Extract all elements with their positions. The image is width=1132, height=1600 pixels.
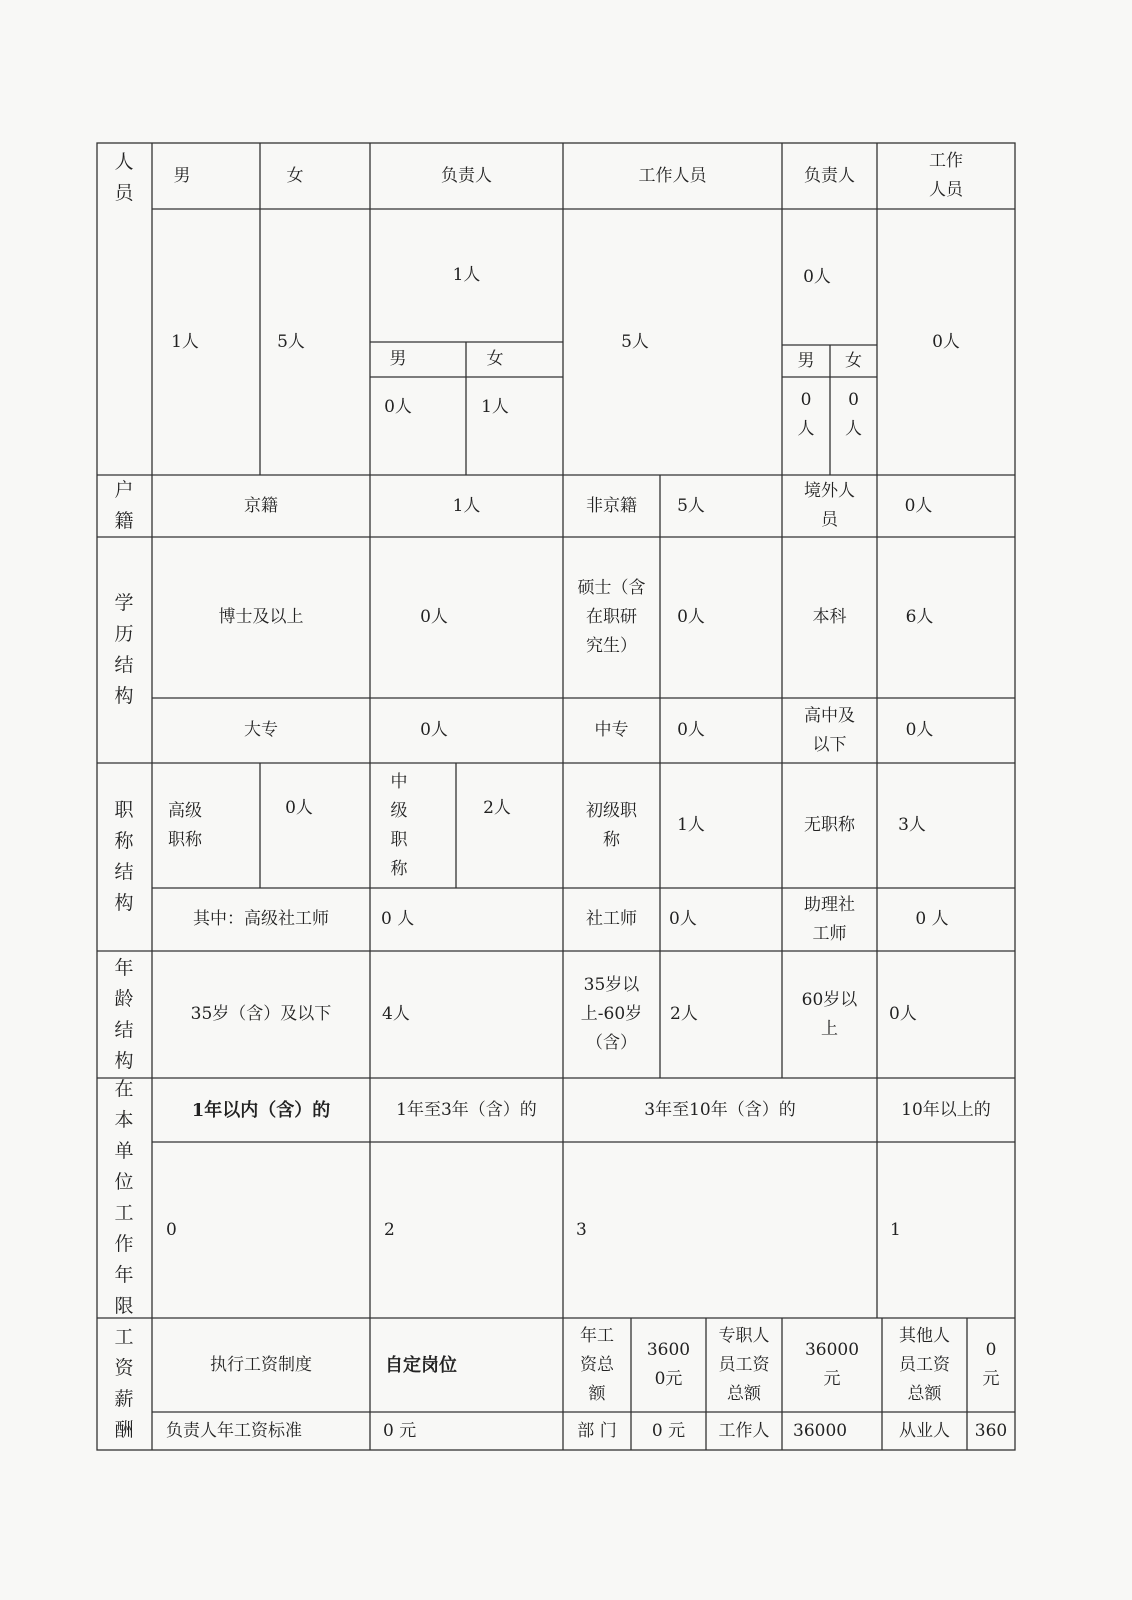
female-count: 5人 xyxy=(277,331,305,352)
titles-header: 职 称 结 构 xyxy=(114,799,134,914)
age-over60-count: 0人 xyxy=(889,1004,917,1024)
no-title-count: 3人 xyxy=(898,815,926,835)
junior-title-count: 1人 xyxy=(677,815,705,835)
other-wage-total-value: 0 元 xyxy=(982,1340,1000,1389)
tenure-under1-value: 0 xyxy=(166,1219,177,1240)
staff-header: 人员 xyxy=(114,151,134,204)
beijing-count: 1人 xyxy=(452,495,481,516)
senior-title-label: 高级 职称 xyxy=(168,800,202,850)
tenure-3to10-value: 3 xyxy=(576,1219,587,1240)
leader-male-count: 0人 xyxy=(384,396,412,417)
leader2-male-header: 男 xyxy=(797,350,815,371)
salary-header: 工 资 薪 酬 xyxy=(114,1326,134,1441)
overseas-count: 0人 xyxy=(904,495,933,516)
employee-value: 360 xyxy=(974,1420,1008,1441)
workers2-header: 工作 人员 xyxy=(929,151,963,200)
female-header: 女 xyxy=(286,165,304,186)
college-count: 0人 xyxy=(420,720,448,740)
tenure-under1-header: 1年以内（含）的 xyxy=(191,1099,331,1121)
non-beijing-label: 非京籍 xyxy=(586,495,637,516)
secondary-label: 中专 xyxy=(594,720,629,740)
leader2-count: 0人 xyxy=(803,266,831,287)
leader2-female-header: 女 xyxy=(845,350,862,371)
leader-count: 1人 xyxy=(452,265,481,285)
wage-system-value: 自定岗位 xyxy=(385,1354,457,1376)
no-title-label: 无职称 xyxy=(804,815,855,835)
male-count: 1人 xyxy=(171,331,199,352)
tenure-1to3-header: 1年至3年（含）的 xyxy=(396,1099,537,1120)
tenure-over10-header: 10年以上的 xyxy=(901,1099,991,1120)
wage-system-label: 执行工资制度 xyxy=(210,1354,312,1375)
workers-count: 5人 xyxy=(621,331,649,352)
leader-female-header: 女 xyxy=(486,349,504,369)
high-school-label: 高中及 以下 xyxy=(804,705,855,755)
age-over60-label: 60岁以 上 xyxy=(801,989,858,1039)
leader-header: 负责人 xyxy=(441,165,492,186)
leader-wage-standard-label: 负责人年工资标准 xyxy=(166,1420,302,1441)
age-header: 年 龄 结 构 xyxy=(114,956,134,1072)
tenure-header: 在 本 单 位 工 作 年 限 xyxy=(114,1078,134,1317)
tenure-over10-value: 1 xyxy=(890,1219,901,1240)
leader2-header: 负责人 xyxy=(804,165,855,186)
master-count: 0人 xyxy=(677,607,705,627)
age-under35-label: 35岁（含）及以下 xyxy=(190,1004,332,1024)
social-worker-count: 0人 xyxy=(669,909,697,929)
non-beijing-count: 5人 xyxy=(677,495,705,516)
tenure-3to10-header: 3年至10年（含）的 xyxy=(644,1099,796,1120)
middle-title-label: 中 级 职 称 xyxy=(390,771,408,879)
leader2-male-count: 0 人 xyxy=(797,389,815,439)
phd-count: 0人 xyxy=(420,607,448,627)
senior-social-worker-count: 0 人 xyxy=(381,909,415,929)
fulltime-wage-total-value: 36000 元 xyxy=(804,1340,860,1389)
senior-social-worker-label: 其中：高级社工师 xyxy=(193,909,329,929)
leader-female-count: 1人 xyxy=(481,396,509,417)
employee-label: 从业人 xyxy=(899,1420,950,1441)
college-label: 大专 xyxy=(244,720,278,740)
age-under35-count: 4人 xyxy=(382,1004,410,1024)
leader2-female-count: 0 人 xyxy=(845,389,862,439)
secondary-count: 0人 xyxy=(677,720,705,740)
worker-value: 36000 xyxy=(793,1420,848,1441)
education-header: 学 历 结 构 xyxy=(114,592,134,707)
junior-title-label: 初级职 称 xyxy=(586,800,637,850)
department-label: 部 门 xyxy=(577,1420,617,1441)
male-header: 男 xyxy=(173,165,191,186)
overseas-label: 境外人 员 xyxy=(804,481,855,530)
annual-wage-total-value: 3600 0元 xyxy=(646,1340,691,1389)
leader-wage-standard-value: 0 元 xyxy=(383,1420,417,1441)
hukou-header: 户 籍 xyxy=(114,479,134,532)
other-wage-total-label: 其他人 员工资 总额 xyxy=(899,1325,950,1404)
bachelor-label: 本科 xyxy=(812,607,847,627)
bachelor-count: 6人 xyxy=(905,607,934,627)
social-worker-label: 社工师 xyxy=(586,909,637,929)
age-mid-count: 2人 xyxy=(670,1004,698,1024)
workers2-count: 0人 xyxy=(932,331,960,352)
high-school-count: 0人 xyxy=(905,720,934,740)
worker-label: 工作人 xyxy=(718,1420,770,1441)
age-mid-label: 35岁以 上-60岁 （含） xyxy=(580,975,643,1053)
senior-title-count: 0人 xyxy=(285,797,313,818)
master-label: 硕士（含 在职研 究生） xyxy=(577,578,646,656)
department-value: 0 元 xyxy=(651,1420,686,1441)
middle-title-count: 2人 xyxy=(483,797,511,818)
fulltime-wage-total-label: 专职人 员工资 总额 xyxy=(718,1325,770,1404)
workers-header: 工作人员 xyxy=(638,165,707,186)
beijing-label: 京籍 xyxy=(244,495,278,516)
annual-wage-total-label: 年工 资总 额 xyxy=(580,1325,614,1404)
phd-label: 博士及以上 xyxy=(218,607,304,627)
tenure-1to3-value: 2 xyxy=(384,1219,395,1240)
assistant-social-worker-count: 0 人 xyxy=(915,909,949,929)
assistant-social-worker-label: 助理社 工师 xyxy=(804,894,855,944)
leader-male-header: 男 xyxy=(389,349,407,369)
